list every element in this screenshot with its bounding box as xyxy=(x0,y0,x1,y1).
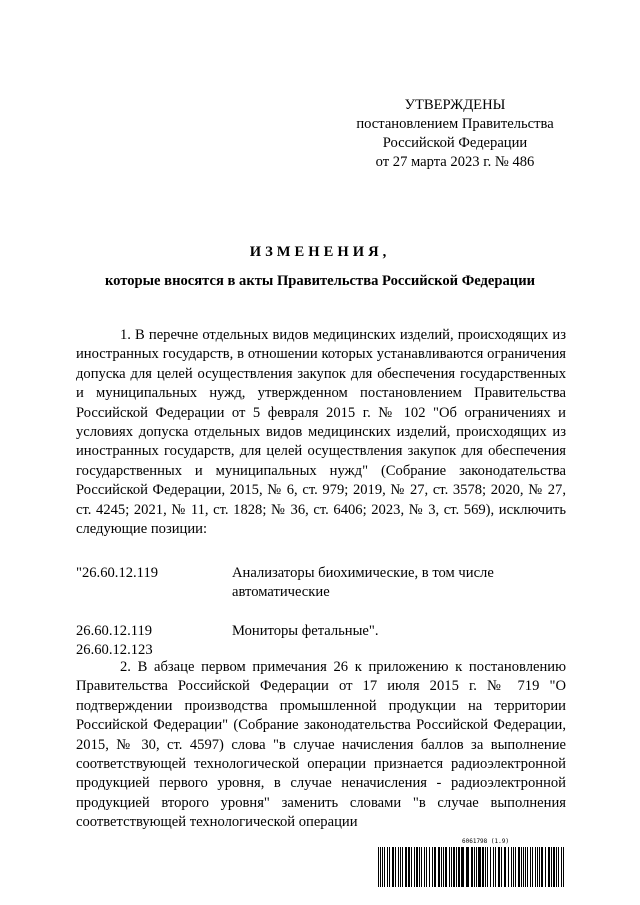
document-title: ИЗМЕНЕНИЯ, xyxy=(249,244,391,260)
position-code: 26.60.12.119 26.60.12.123 xyxy=(76,622,153,659)
paragraph-text: 2. В абзаце первом примечания 26 к приложению к постановлению Правительства Российской Федерации от 17 июля 2015 г. № 719 "О подтверждении производства промышленной продукции на территории Российской Федерации" (Собрание законодательства Российской Федерации, 2015, № 30, ст. 4597) слова "в случае начисления баллов за выполнение соответствующей технологической операции признается радиоэлектронной продукцией первого уровня, в случае неначисления - радиоэлектронной продукцией второго уровня" заменить словами "в случае выполнения соответствующей технологической операции xyxy=(76,659,566,831)
approval-heading: УТВЕРЖДЕНЫ xyxy=(404,97,506,113)
paragraph-1 xyxy=(76,326,566,539)
barcode-number: 6061798 (1.9) xyxy=(462,838,509,845)
position-row xyxy=(76,564,566,603)
position-row xyxy=(76,622,566,661)
approval-line: Российской Федерации xyxy=(382,135,528,151)
barcode-block xyxy=(378,838,568,898)
paragraph-text: 1. В перечне отдельных видов медицинских изделий, происходящих из иностранных государств, в отношении которых устанавливаются ограничения допуска для целей осуществления закупок для обеспечения государственных и муниципальных нужд, утвержденном постановлением Правительства Российской Федерации от 5 февраля 2015 г. № 102 "Об ограничениях и условиях допуска отдельных видов медицинских изделий, происходящих из иностранных государств, для целей осуществления закупок для обеспечения государственных и муниципальных нужд" (Собрание законодательства Российской Федерации, 2015, № 6, ст. 979; 2019, № 27, ст. 3578; 2020, № 27, ст. 4245; 2021, № 11, ст. 1828; № 36, ст. 6406; 2023, № 3, ст. 569), исключить следующие позиции: xyxy=(76,327,566,538)
position-name: Мониторы фетальные". xyxy=(232,622,379,639)
approval-date: от 27 марта 2023 г. № 486 xyxy=(375,154,535,170)
approval-line: постановлением Правительства xyxy=(356,116,554,132)
approval-block xyxy=(350,96,560,172)
positions-table xyxy=(76,564,566,661)
barcode-image xyxy=(378,847,568,887)
document-subtitle: которые вносятся в акты Правительства Российской Федерации xyxy=(104,273,536,289)
position-name: Анализаторы биохимические, в том числе автоматические xyxy=(232,565,494,601)
position-code: "26.60.12.119 xyxy=(76,565,159,581)
paragraph-2 xyxy=(76,658,566,833)
